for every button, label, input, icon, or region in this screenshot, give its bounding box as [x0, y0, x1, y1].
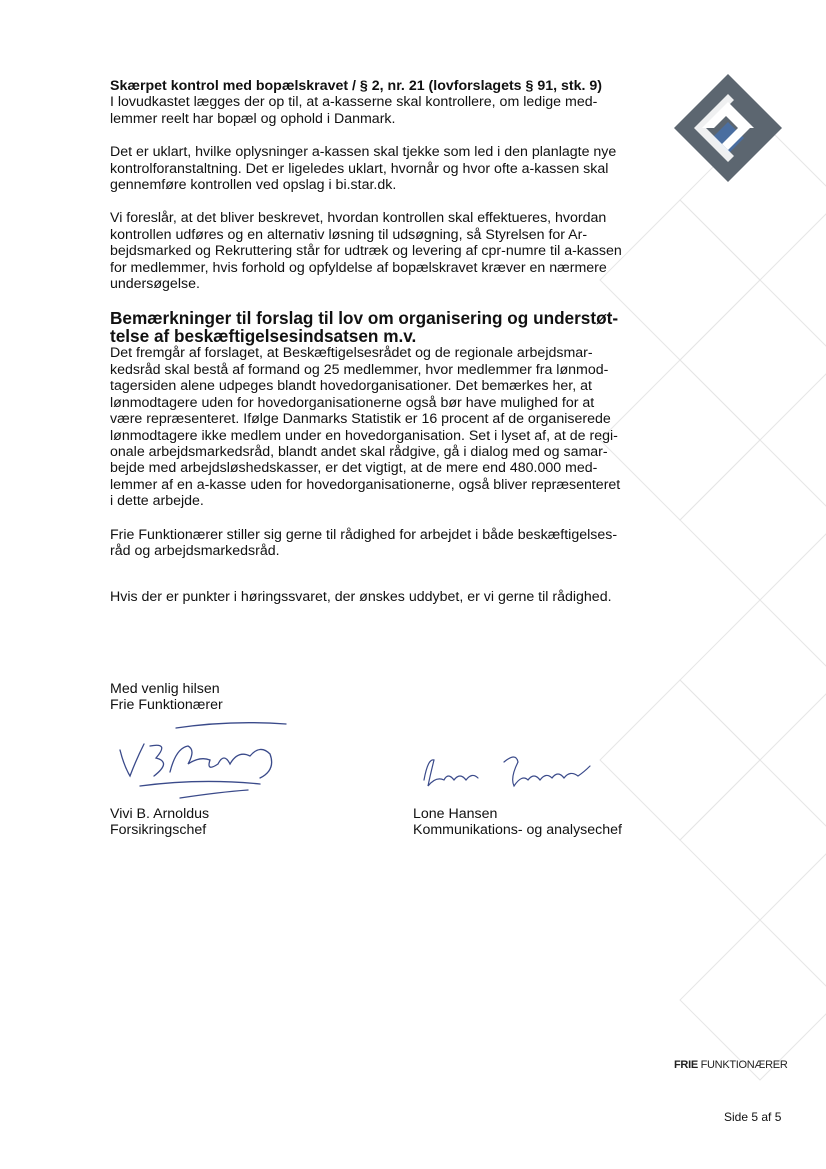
signatory-title: Forsikringschef [110, 822, 207, 839]
letter-body [110, 78, 642, 606]
signatory-title: Kommunikations- og analysechef [413, 822, 622, 839]
body-line: I lovudkastet lægges der op til, at a-kasserne skal kontrollere, om ledige med- [110, 94, 598, 111]
signature-vivi-arnoldus [110, 720, 290, 800]
body-line: råd og arbejdsmarkedsråd. [110, 542, 280, 559]
body-line: onale arbejdsmarkedsråd, blandt andet skal rådgive, gå i dialog med og samar- [110, 443, 608, 460]
section-heading-organisering: Bemærkninger til forslag til lov om organisering og understøt- [110, 308, 619, 329]
body-line: i dette arbejde. [110, 493, 204, 510]
body-line: Frie Funktionærer stiller sig gerne til rådighed for arbejdet i både beskæftigelses- [110, 526, 618, 543]
footer-brand-bold: FRIE [674, 1059, 698, 1071]
page-number: Side 5 af 5 [724, 1110, 782, 1124]
body-line: lønmodtagere uden for hovedorganisationerne også bør have mulighed for at [110, 394, 595, 411]
body-line: for medlemmer, hvis forhold og opfyldelse af bopælskravet kræver en nærmere [110, 259, 607, 276]
body-line: gennemføre kontrollen ved opslag i bi.star.dk. [110, 177, 397, 194]
body-line: kedsråd skal bestå af formand og 25 medlemmer, hvor medlemmer fra lønmod- [110, 361, 609, 378]
frie-funktionaerer-logo [672, 72, 784, 184]
body-line: bejdsmarked og Rekruttering står for udtræk og levering af cpr-numre til a-kassen [110, 243, 622, 260]
footer-brand-rest: FUNKTIONÆRER [697, 1059, 788, 1071]
signatory-name: Lone Hansen [413, 806, 498, 822]
signatory-2 [413, 806, 622, 839]
body-line: kontrollen udføres og en alternativ løsning til udsøgning, så Styrelsen for Ar- [110, 226, 588, 243]
body-line: Vi foreslår, at det bliver beskrevet, hvordan kontrollen skal effektueres, hvordan [110, 210, 607, 227]
body-line: tagersiden alene udpeges blandt hovedorganisationer. Det bemærkes her, at [110, 378, 592, 395]
availability-line: Hvis der er punkter i høringssvaret, der ønskes uddybet, er vi gerne til rådighed. [110, 589, 612, 606]
closing-block [110, 681, 223, 714]
body-line: Det fremgår af forslaget, at Beskæftigelsesrådet og de regionale arbejdsmar- [110, 345, 593, 362]
body-line: Det er uklart, hvilke oplysninger a-kassen skal tjekke som led i den planlagte nye [110, 144, 617, 161]
footer-brand [674, 1059, 787, 1071]
closing-organization: Frie Funktionærer [110, 697, 223, 714]
signatory-1 [110, 806, 209, 839]
body-line: lemmer af en a-kasse uden for hovedorganisationerne, også bliver repræsenteret [110, 476, 621, 493]
body-line: undersøgelse. [110, 276, 200, 293]
closing-greeting: Med venlig hilsen [110, 681, 220, 697]
section-heading-organisering-cont: telse af beskæftigelsesindsatsen m.v. [110, 326, 417, 347]
section-heading-bopael: Skærpet kontrol med bopælskravet / § 2, nr. 21 (lovforslagets § 91, stk. 9) [110, 78, 603, 94]
body-line: være repræsenteret. Ifølge Danmarks Statistik er 16 procent af de organiserede [110, 411, 611, 428]
body-line: lønmodtagere ikke medlem under en hovedorganisation. Set i lyset af, at de regi- [110, 427, 618, 444]
body-line: lemmer reelt har bopæl og ophold i Danmark. [110, 110, 396, 127]
signature-lone-hansen [418, 750, 598, 794]
body-line: bejde med arbejdsløshedskasser, er det vigtigt, at de mere end 480.000 med- [110, 460, 598, 477]
signatory-name: Vivi B. Arnoldus [110, 806, 210, 822]
body-line: kontrolforanstaltning. Det er ligeledes uklart, hvornår og hvor ofte a-kassen skal [110, 160, 609, 177]
